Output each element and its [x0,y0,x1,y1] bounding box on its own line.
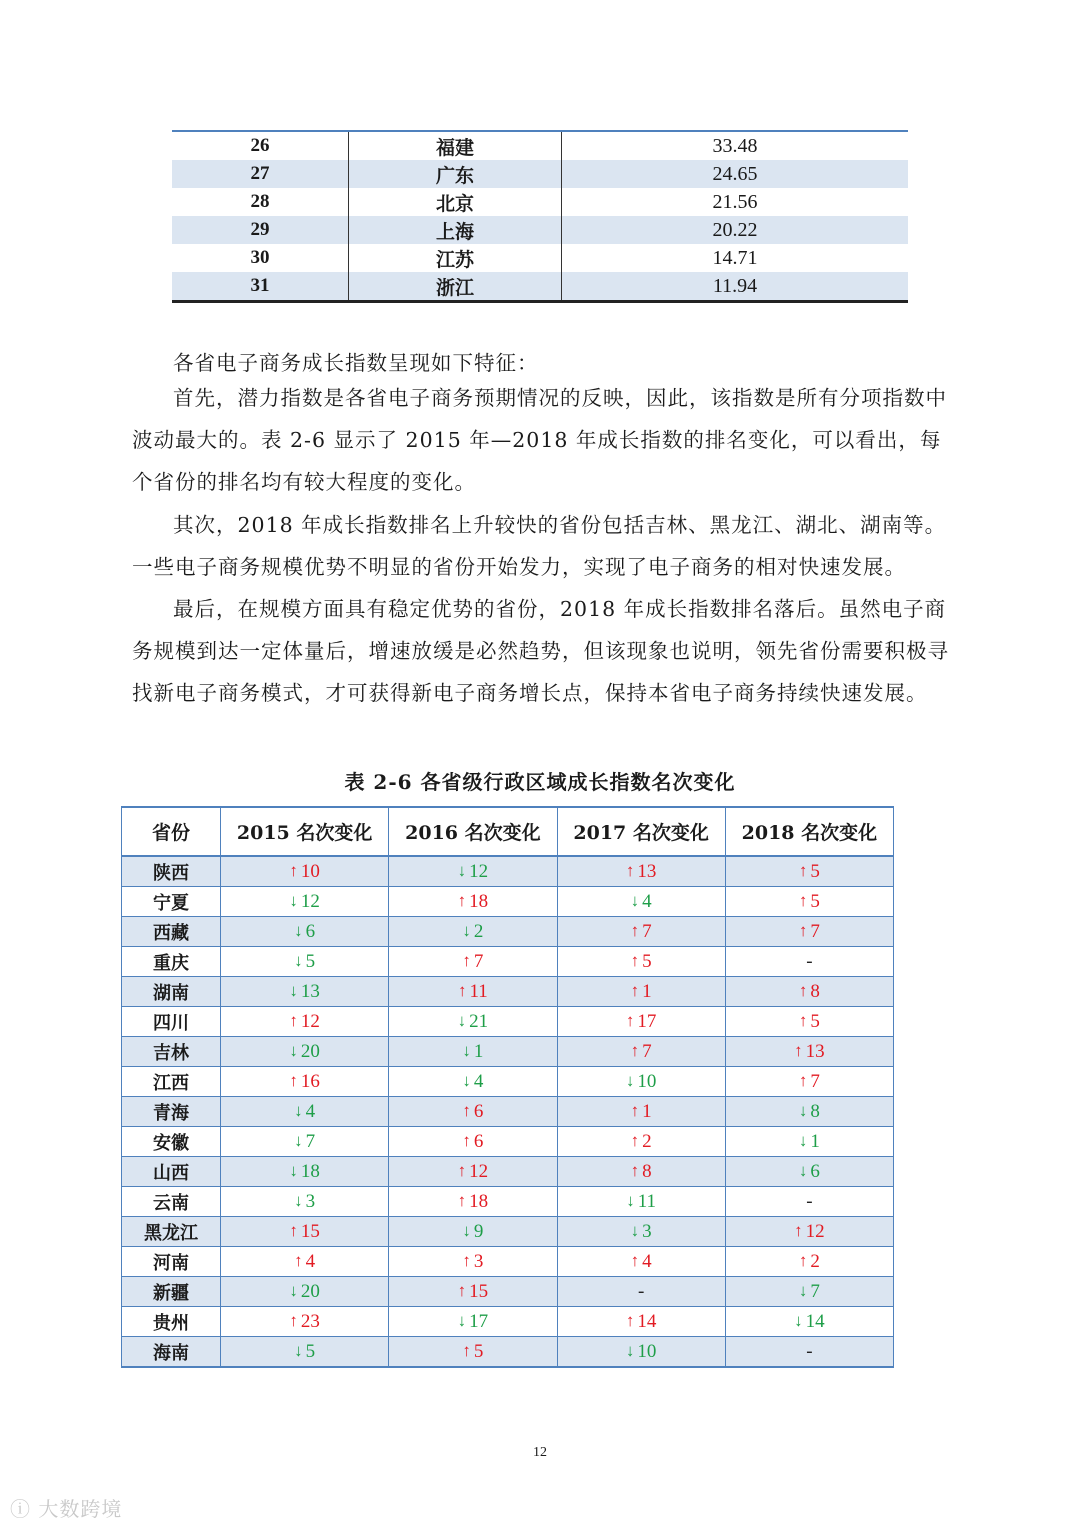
change-value: 11 [469,980,488,1002]
header-2017: 2017 名次变化 [557,807,725,856]
province-cell: 重庆 [122,947,221,977]
province-cell: 吉林 [122,1037,221,1067]
change-value: 1 [473,1040,484,1062]
province-cell: 海南 [122,1337,221,1368]
change-value: 15 [469,1280,489,1302]
arrow-up-icon: ↑ [798,860,808,880]
arrow-up-icon: ↑ [630,920,640,940]
header-row [122,807,894,856]
province-cell: 西藏 [122,917,221,947]
paragraph-second: 其次，2018 年成长指数排名上升较快的省份包括吉林、黑龙江、湖北、湖南等。一些电子商务规模优势不明显的省份开始发力，实现了电子商务的相对快速发展。 [132,513,947,579]
ranking-row [172,244,908,272]
change-cell [557,1187,725,1217]
arrow-down-icon: ↓ [457,1310,467,1330]
province-cell: 北京 [349,188,562,216]
arrow-down-icon: ↓ [630,890,640,910]
change-value: 1 [642,980,652,1002]
change-value: 4 [642,1250,652,1272]
arrow-up-icon: ↑ [462,1250,471,1270]
change-cell [725,1277,893,1307]
arrow-down-icon: ↓ [462,1220,471,1240]
change-cell [221,1277,389,1307]
change-cell [389,1247,557,1277]
change-cell [557,887,725,917]
arrow-up-icon: ↑ [462,1340,471,1360]
change-value: 2 [642,1130,652,1152]
arrow-down-icon: ↓ [294,1130,303,1150]
change-cell [221,1307,389,1337]
arrow-up-icon: ↑ [798,1070,808,1090]
no-change-value: - [806,950,813,972]
change-value: 12 [469,860,489,882]
change-value: 9 [473,1220,484,1242]
change-value: 4 [473,1070,484,1092]
change-value: 14 [805,1310,825,1332]
arrow-up-icon: ↑ [630,1040,640,1060]
change-cell [221,887,389,917]
change-cell [557,1097,725,1127]
value-cell: 33.48 [562,131,909,160]
change-cell [221,1127,389,1157]
arrow-down-icon: ↓ [294,950,303,970]
value-cell: 21.56 [712,190,758,213]
change-value: 3 [305,1190,316,1212]
rank-change-table [121,806,894,1368]
arrow-down-icon: ↓ [289,980,298,1000]
arrow-down-icon: ↓ [457,1010,467,1030]
arrow-up-icon: ↑ [289,1310,298,1330]
province-cell: 云南 [122,1187,221,1217]
change-cell [389,1067,557,1097]
province-cell: 江西 [122,1067,221,1097]
change-cell [221,1037,389,1067]
arrow-up-icon: ↑ [630,980,640,1000]
value-cell: 20.22 [562,216,909,244]
no-change-value: - [806,1340,813,1362]
change-value: 12 [300,890,320,912]
arrow-down-icon: ↓ [294,1190,303,1210]
change-value: 8 [642,1160,652,1182]
change-value: 12 [469,1160,489,1182]
change-value: 7 [810,920,820,942]
change-value: 13 [637,860,657,882]
change-cell [221,1097,389,1127]
arrow-up-icon: ↑ [457,890,467,910]
rank-cell: 31 [172,272,349,302]
table-row [122,1157,894,1187]
change-cell [221,1247,389,1277]
table-row [122,1067,894,1097]
province-cell: 宁夏 [122,887,221,917]
province-cell: 黑龙江 [122,1217,221,1247]
change-value: 12 [805,1220,825,1242]
arrow-up-icon: ↑ [457,1160,467,1180]
ranking-row [172,160,908,188]
arrow-up-icon: ↑ [798,1010,808,1030]
watermark-logo [10,1493,122,1522]
change-value: 5 [642,950,652,972]
change-cell [221,1007,389,1037]
change-cell [725,1007,893,1037]
page-number: 12 [533,1445,547,1460]
change-value: 7 [642,1040,652,1062]
arrow-up-icon: ↑ [289,860,298,880]
change-value: 5 [810,1010,820,1032]
change-value: 20 [300,1280,320,1302]
change-cell [221,947,389,977]
arrow-up-icon: ↑ [462,1130,471,1150]
change-cell [389,1307,557,1337]
arrow-down-icon: ↓ [625,1070,635,1090]
change-value: 23 [300,1310,320,1332]
change-value: 5 [473,1340,484,1362]
table-row [122,1247,894,1277]
change-value: 4 [305,1250,316,1272]
no-change-value: - [637,1280,645,1302]
province-cell: 贵州 [122,1307,221,1337]
change-cell [725,947,893,977]
arrow-up-icon: ↑ [289,1010,298,1030]
arrow-down-icon: ↓ [457,860,467,880]
table-row [122,947,894,977]
change-value: 8 [810,980,820,1002]
table-row [122,1127,894,1157]
province-cell: 福建 [349,131,562,160]
arrow-down-icon: ↓ [798,1130,808,1150]
change-value: 5 [810,860,820,882]
change-cell [389,917,557,947]
table-row [122,1097,894,1127]
arrow-down-icon: ↓ [289,890,298,910]
change-value: 5 [810,890,820,912]
table-caption: 表 2-6 各省级行政区域成长指数名次变化 [344,770,736,794]
change-value: 3 [473,1250,484,1272]
change-value: 15 [300,1220,320,1242]
change-value: 5 [305,950,316,972]
arrow-up-icon: ↑ [630,1250,640,1270]
change-cell [389,1187,557,1217]
arrow-up-icon: ↑ [457,980,467,1000]
province-cell: 新疆 [122,1277,221,1307]
change-value: 14 [637,1310,657,1332]
arrow-down-icon: ↓ [798,1160,808,1180]
rank-cell: 27 [172,160,349,188]
table-row [122,887,894,917]
change-cell [557,1337,725,1368]
change-value: 4 [642,890,652,912]
change-value: 6 [305,920,316,942]
change-value: 10 [637,1340,657,1362]
change-cell [221,1187,389,1217]
change-value: 16 [300,1070,320,1092]
change-cell [557,856,725,887]
arrow-up-icon: ↑ [625,1010,635,1030]
change-cell [557,1247,725,1277]
change-value: 6 [473,1130,484,1152]
change-cell [557,947,725,977]
arrow-down-icon: ↓ [289,1040,298,1060]
arrow-up-icon: ↑ [289,1070,298,1090]
change-cell [557,1277,725,1307]
change-cell [557,1307,725,1337]
table-row [122,1217,894,1247]
province-cell: 湖南 [122,977,221,1007]
change-cell [389,947,557,977]
ranking-table [172,130,908,303]
change-value: 7 [810,1070,820,1092]
change-cell [557,1217,725,1247]
arrow-up-icon: ↑ [798,980,808,1000]
arrow-down-icon: ↓ [462,1070,471,1090]
paragraph-intro: 各省电子商务成长指数呈现如下特征： [173,351,539,375]
paragraph-third: 最后，在规模方面具有稳定优势的省份，2018 年成长指数排名落后。虽然电子商务规模到达一定体量后，增速放缓是必然趋势，但该现象也说明，领先省份需要积极寻找新电子商务模式，才可获得新电子商务增长点，保持本省电子商务持续快速发展。 [132,597,949,705]
change-value: 18 [469,1190,489,1212]
change-value: 7 [810,1280,820,1302]
change-value: 7 [305,1130,316,1152]
province-cell: 安徽 [122,1127,221,1157]
province-cell: 广东 [349,160,562,188]
value-cell: 24.65 [562,160,909,188]
change-cell [389,1337,557,1368]
table-row [122,917,894,947]
arrow-up-icon: ↑ [630,1100,640,1120]
arrow-up-icon: ↑ [798,920,808,940]
table-row [122,1307,894,1337]
ranking-row [172,272,908,302]
no-change-value: - [806,1190,813,1212]
province-cell: 上海 [349,216,562,244]
province-cell: 山西 [122,1157,221,1187]
arrow-up-icon: ↑ [625,1310,635,1330]
table-row [122,977,894,1007]
change-cell [221,917,389,947]
ranking-row [172,188,908,216]
ranking-row [172,131,908,160]
province-cell: 青海 [122,1097,221,1127]
change-value: 7 [642,920,652,942]
change-value: 18 [469,890,489,912]
change-cell [389,887,557,917]
province-cell: 江苏 [349,244,562,272]
watermark-text: 大数跨境 [38,1497,123,1521]
change-cell [725,1097,893,1127]
province-cell: 浙江 [349,272,562,302]
change-cell [221,856,389,887]
change-cell [221,1067,389,1097]
change-cell [221,1217,389,1247]
arrow-up-icon: ↑ [630,1160,640,1180]
change-cell [389,1037,557,1067]
arrow-up-icon: ↑ [798,1250,808,1270]
arrow-down-icon: ↓ [294,1100,303,1120]
change-value: 18 [300,1160,320,1182]
value-cell: 11.94 [562,272,909,302]
arrow-up-icon: ↑ [798,890,808,910]
change-value: 13 [300,980,320,1002]
change-cell [725,1127,893,1157]
province-cell: 河南 [122,1247,221,1277]
change-value: 7 [473,950,484,972]
header-2016: 2016 名次变化 [389,807,557,856]
change-cell [389,1277,557,1307]
arrow-down-icon: ↓ [294,1340,303,1360]
change-value: 1 [642,1100,652,1122]
change-value: 11 [637,1190,657,1212]
change-value: 6 [473,1100,484,1122]
change-cell [725,1247,893,1277]
change-cell [557,977,725,1007]
change-value: 3 [642,1220,652,1242]
arrow-down-icon: ↓ [289,1280,298,1300]
arrow-up-icon: ↑ [794,1220,803,1240]
change-value: 4 [305,1100,316,1122]
arrow-down-icon: ↓ [798,1100,808,1120]
rank-cell: 29 [172,216,349,244]
arrow-down-icon: ↓ [798,1280,808,1300]
table-row [122,1037,894,1067]
rank-cell: 26 [172,131,349,160]
change-cell [557,1007,725,1037]
change-value: 17 [469,1310,489,1332]
change-cell [725,1037,893,1067]
change-cell [389,977,557,1007]
arrow-down-icon: ↓ [626,1190,635,1210]
province-cell: 四川 [122,1007,221,1037]
province-cell: 陕西 [122,856,221,887]
change-cell [389,1157,557,1187]
change-cell [725,1157,893,1187]
change-cell [725,977,893,1007]
change-cell [725,1337,893,1368]
table-row [122,1187,894,1217]
change-cell [725,1307,893,1337]
change-value: 2 [473,920,484,942]
arrow-up-icon: ↑ [294,1250,303,1270]
arrow-up-icon: ↑ [462,950,471,970]
change-cell [221,977,389,1007]
watermark-icon: ⓘ [10,1497,31,1521]
change-cell [389,1217,557,1247]
change-value: 5 [305,1340,316,1362]
arrow-down-icon: ↓ [462,920,471,940]
change-value: 10 [637,1070,657,1092]
arrow-up-icon: ↑ [625,860,635,880]
change-value: 10 [300,860,320,882]
table-row [122,856,894,887]
change-cell [725,1217,893,1247]
change-cell [557,1037,725,1067]
change-cell [389,1097,557,1127]
change-cell [725,917,893,947]
arrow-up-icon: ↑ [289,1220,298,1240]
arrow-up-icon: ↑ [630,950,640,970]
paragraph-first: 首先，潜力指数是各省电子商务预期情况的反映，因此，该指数是所有分项指数中波动最大的。表 2-6 显示了 2015 年—2018 年成长指数的排名变化，可以看出，每个省份的排名均有较大程度的变化。 [132,386,947,494]
change-value: 20 [300,1040,320,1062]
change-value: 21 [469,1010,489,1032]
table-row [122,1007,894,1037]
table-row [122,1277,894,1307]
change-cell [725,856,893,887]
arrow-down-icon: ↓ [294,920,303,940]
change-cell [557,1067,725,1097]
change-value: 8 [810,1100,820,1122]
rank-cell: 28 [250,191,270,212]
change-cell [557,917,725,947]
arrow-down-icon: ↓ [794,1310,803,1330]
arrow-down-icon: ↓ [462,1040,471,1060]
arrow-up-icon: ↑ [457,1280,467,1300]
change-value: 6 [810,1160,820,1182]
change-cell [389,1007,557,1037]
change-cell [557,1157,725,1187]
change-cell [725,1067,893,1097]
change-cell [221,1337,389,1368]
arrow-up-icon: ↑ [794,1040,803,1060]
change-value: 13 [805,1040,825,1062]
arrow-down-icon: ↓ [630,1220,640,1240]
arrow-up-icon: ↑ [462,1100,471,1120]
value-cell: 14.71 [712,246,758,269]
change-value: 17 [637,1010,657,1032]
header-2015: 2015 名次变化 [221,807,389,856]
change-cell [725,887,893,917]
change-cell [389,856,557,887]
header-2018: 2018 名次变化 [725,807,893,856]
rank-cell: 30 [250,247,270,268]
change-value: 12 [300,1010,320,1032]
arrow-down-icon: ↓ [289,1160,298,1180]
change-cell [221,1157,389,1187]
table-row [122,1337,894,1368]
change-cell [725,1187,893,1217]
change-value: 1 [810,1130,820,1152]
change-cell [557,1127,725,1157]
header-province: 省份 [122,807,221,856]
arrow-up-icon: ↑ [457,1190,467,1210]
arrow-down-icon: ↓ [625,1340,635,1360]
change-value: 2 [810,1250,820,1272]
ranking-row [172,216,908,244]
change-cell [389,1127,557,1157]
arrow-up-icon: ↑ [630,1130,640,1150]
